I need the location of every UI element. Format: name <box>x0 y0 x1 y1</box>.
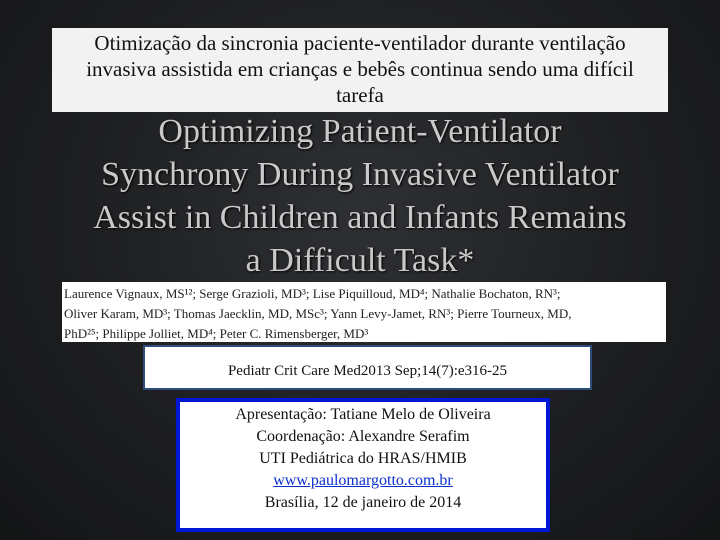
article-title <box>40 110 680 282</box>
title-line: a Difficult Task* <box>245 242 475 279</box>
author-line: Laurence Vignaux, MS¹²; Serge Grazioli, MD³; Lise Piquilloud, MD⁴; Nathalie Bochaton, RN³; <box>64 286 561 301</box>
unit-text: UTI Pediátrica do HRAS/HMIB <box>259 450 467 467</box>
author-line: Oliver Karam, MD³; Thomas Jaecklin, MD, MSc³; Yann Levy-Jamet, RN³; Pierre Tourneux, MD, <box>64 306 572 321</box>
subtitle-line: tarefa <box>336 83 384 107</box>
citation-box <box>143 345 592 390</box>
credits-box <box>176 398 550 532</box>
place-date-text: Brasília, 12 de janeiro de 2014 <box>264 494 462 511</box>
subtitle-line: Otimização da sincronia paciente-ventilador durante ventilação <box>94 31 626 55</box>
title-line: Synchrony During Invasive Ventilator <box>101 156 619 193</box>
website-link[interactable]: www.paulomargotto.com.br <box>273 472 453 489</box>
title-line: Optimizing Patient-Ventilator <box>158 113 562 150</box>
citation-text: Pediatr Crit Care Med2013 Sep;14(7):e316-25 <box>227 363 508 379</box>
author-line: PhD²⁵; Philippe Jolliet, MD⁴; Peter C. Rimensberger, MD³ <box>64 326 369 341</box>
presenter-text: Apresentação: Tatiane Melo de Oliveira <box>235 406 491 423</box>
coordinator-text: Coordenação: Alexandre Serafim <box>256 428 470 445</box>
title-line: Assist in Children and Infants Remains <box>93 199 627 236</box>
author-list <box>62 282 666 342</box>
portuguese-subtitle <box>52 28 668 112</box>
subtitle-line: invasiva assistida em crianças e bebês continua sendo uma difícil <box>86 57 634 81</box>
